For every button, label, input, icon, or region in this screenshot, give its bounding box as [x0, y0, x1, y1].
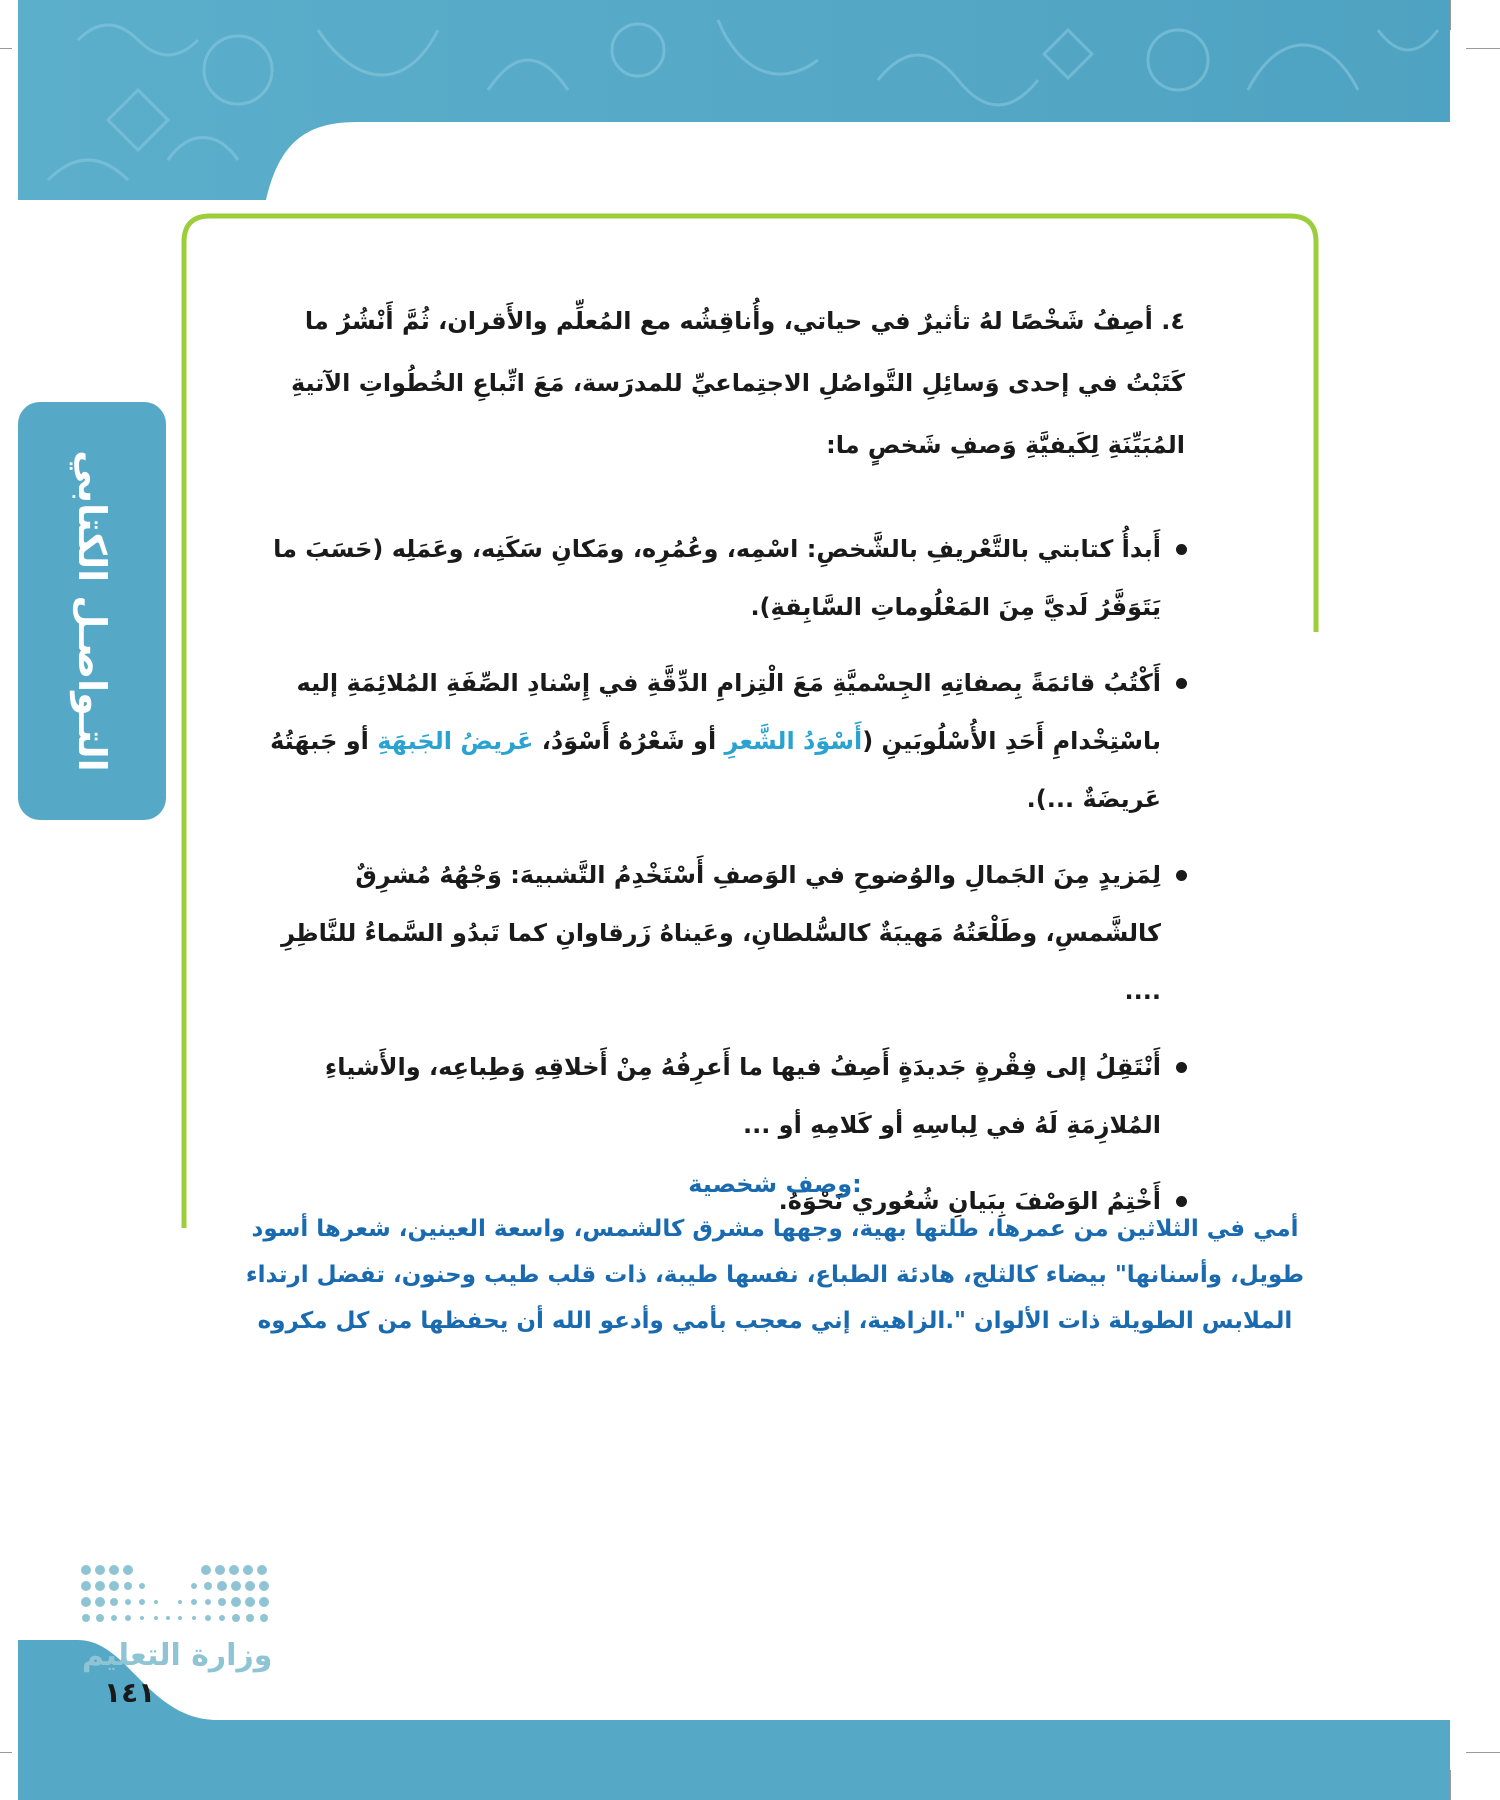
task-intro: ٤. أصِفُ شَخْصًا لهُ تأثيرٌ في حياتي، وأُناقِشُه مع المُعلِّم والأَقران، ثُمَّ أَنْشُرُ ما كَتَبْتُ في إحدى وَسائِلِ التَّواصُلِ الاجتِماعيِّ للمدرَسة، مَعَ اتِّباعِ الخُطُواتِ الآتيةِ المُبَيِّنَةِ لِكَيفيَّةِ وَصفِ شَخصٍ ما:: [290, 307, 1185, 459]
step-text-part: أو جَبهَتُهُ عَريضَةٌ ...).: [270, 727, 1161, 813]
bullet-icon: [1176, 544, 1187, 555]
bullet-icon: [1176, 870, 1187, 881]
step-item: [245, 654, 1161, 828]
highlight-example: عَريضُ الجَبهَةِ: [377, 727, 534, 755]
step-text: أَبدأُ كتابتي بالتَّعْريفِ بالشَّخصِ: اسْمِه، وعُمُرِه، ومَكانِ سَكَنِه، وعَمَلِه (حَسَبَ ما يَتَوَفَّرُ لَديَّ مِنَ المَعْلُوماتِ السَّابِقةِ).: [273, 535, 1161, 621]
step-text-part: أو شَعْرُهُ أَسْوَدُ،: [533, 727, 725, 755]
answer-title: :وصف شخصية: [688, 1170, 862, 1198]
answer-block: [220, 1162, 1330, 1344]
step-text: أَخْتِمُ الوَصْفَ بِبَيانِ شُعُوري نَحْوَهُ.: [778, 1187, 1161, 1215]
page-number: ١٤١: [104, 1676, 156, 1709]
step-text: أَنْتَقِلُ إلى فِقْرةٍ جَديدَةٍ أَصِفُ فيها ما أَعرِفُهُ مِنْ أَخلاقِهِ وَطِباعِه، والأَشياءِ المُلازِمَةِ لَهُ في لِباسِهِ أو كَلامِهِ أو ...: [324, 1053, 1161, 1139]
step-text: لِمَزيدٍ مِنَ الجَمالِ والوُضوحِ في الوَصفِ أَسْتَخْدِمُ التَّشبيهَ: وَجْهُهُ مُشرِقٌ كالشَّمسِ، وطَلْعَتُهُ مَهيبَةٌ كالسُّلطانِ، وعَيناهُ زَرقاوانِ كما تَبدُو السَّماءُ للنَّاظِرِ ....: [281, 861, 1161, 1005]
crop-mark: [1466, 1752, 1500, 1753]
crop-mark: [0, 48, 12, 49]
crop-mark: [0, 1752, 12, 1753]
highlight-example: أَسْوَدُ الشَّعرِ: [724, 727, 863, 755]
crop-mark: [1450, 0, 1451, 30]
steps-list: [245, 520, 1185, 1230]
step-item: [245, 520, 1161, 636]
ministry-name: وزارة التعليم: [82, 1638, 273, 1673]
step-item: [245, 846, 1161, 1020]
crop-mark: [1450, 1770, 1451, 1800]
chapter-side-tab: [18, 402, 166, 820]
step-item: [245, 1038, 1161, 1154]
task-content: [245, 290, 1185, 1248]
crop-mark: [1466, 48, 1500, 49]
chapter-side-tab-label: التـواصـل الكتابي: [70, 450, 114, 772]
header-band: [18, 0, 1450, 200]
bullet-icon: [1176, 1062, 1187, 1073]
answer-body: أمي في الثلاثين من عمرها، طلتها بهية، وجهها مشرق كالشمس، واسعة العينين، شعرها أسود طويل، وأسنانها" بيضاء كالثلج، هادئة الطباع، نفسها طيبة، ذات قلب طيب وحنون، تفضل ارتداء الملابس الطويلة ذات الألوان ".الزاهية، إني معجب بأمي وأدعو الله أن يحفظها من كل مكروه: [245, 1216, 1305, 1334]
bullet-icon: [1176, 678, 1187, 689]
step-text-part: أَكْتُبُ قائمَةً بِصفاتِهِ الجِسْميَّةِ مَعَ الْتِزامِ الدِّقَّةِ في إِسْنادِ الصِّفَةِ المُلائِمَةِ إليه باسْتِخْدامِ أَحَدِ الأُسْلُوبَينِ (: [296, 669, 1161, 755]
